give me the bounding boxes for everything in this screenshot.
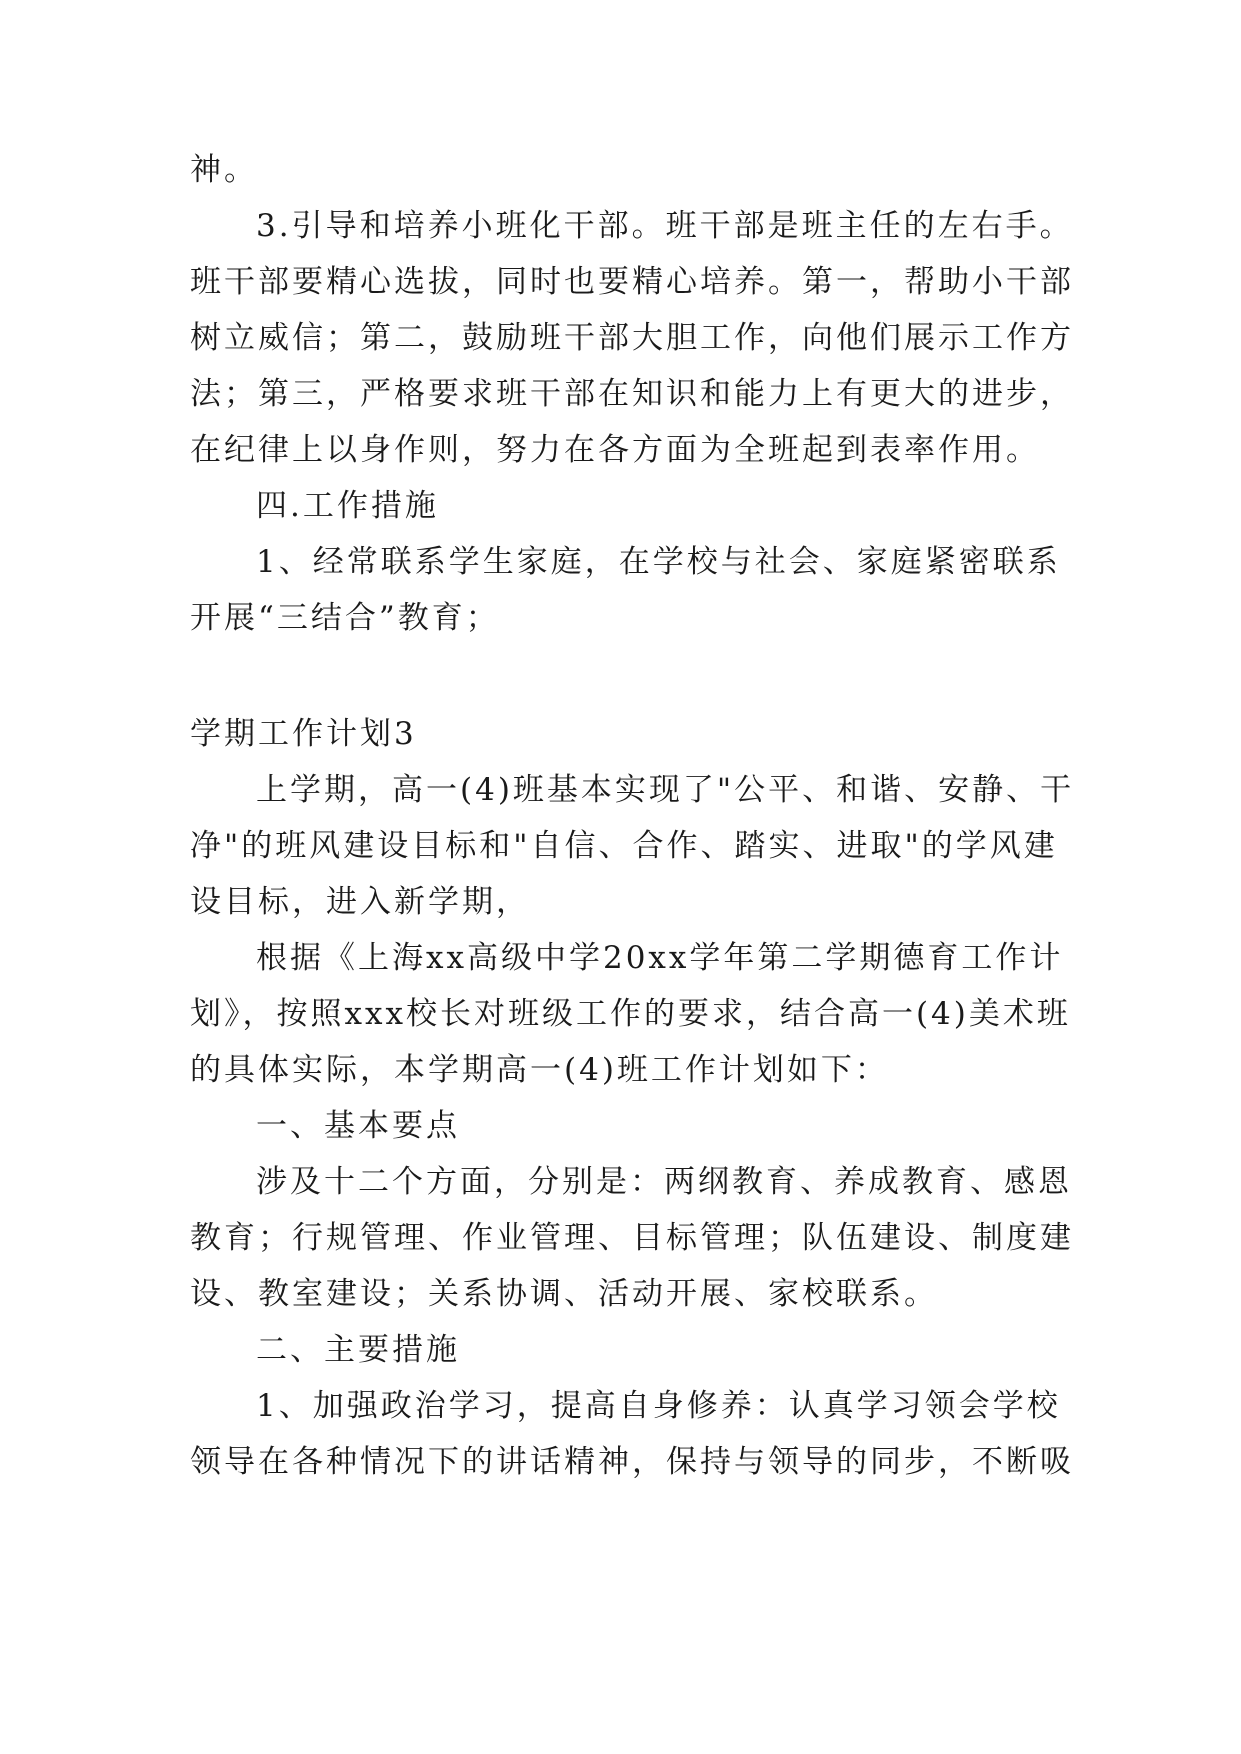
text-line: 领导在各种情况下的讲话精神，保持与领导的同步，不断吸 (190, 1444, 1074, 1480)
text-line: 教育；行规管理、作业管理、目标管理；队伍建设、制度建 (190, 1220, 1074, 1256)
text-line: 在纪律上以身作则，努力在各方面为全班起到表率作用。 (190, 432, 1040, 468)
text-line: 班干部要精心选拔，同时也要精心培养。第一，帮助小干部 (190, 264, 1074, 300)
text-line: 涉及十二个方面，分别是：两纲教育、养成教育、感恩 (256, 1164, 1072, 1200)
text-line: 神。 (190, 152, 258, 188)
text-line: 1、加强政治学习，提高自身修养：认真学习领会学校 (256, 1388, 1061, 1424)
text-line: 设目标，进入新学期， (190, 884, 530, 920)
text-line: 的具体实际，本学期高一(4)班工作计划如下： (190, 1052, 889, 1088)
section-heading: 一、基本要点 (256, 1108, 460, 1144)
text-line: 树立威信；第二，鼓励班干部大胆工作，向他们展示工作方 (190, 320, 1074, 356)
text-line: 净"的班风建设目标和"自信、合作、踏实、进取"的学风建 (190, 828, 1058, 864)
text-line: 3.引导和培养小班化干部。班干部是班主任的左右手。 (256, 208, 1074, 244)
text-line: 法；第三，严格要求班干部在知识和能力上有更大的进步， (190, 376, 1074, 412)
text-line: 根据《上海xx高级中学20xx学年第二学期德育工作计 (256, 940, 1064, 976)
section-heading: 四.工作措施 (256, 488, 439, 524)
text-line: 开展“三结合”教育； (190, 600, 500, 636)
text-line: 上学期，高一(4)班基本实现了"公平、和谐、安静、干 (256, 772, 1075, 808)
document-title: 学期工作计划3 (190, 716, 417, 752)
section-heading: 二、主要措施 (256, 1332, 460, 1368)
text-line: 1、经常联系学生家庭，在学校与社会、家庭紧密联系 (256, 544, 1061, 580)
text-line: 划》，按照xxx校长对班级工作的要求，结合高一(4)美术班 (190, 996, 1071, 1032)
text-line: 设、教室建设；关系协调、活动开展、家校联系。 (190, 1276, 938, 1312)
